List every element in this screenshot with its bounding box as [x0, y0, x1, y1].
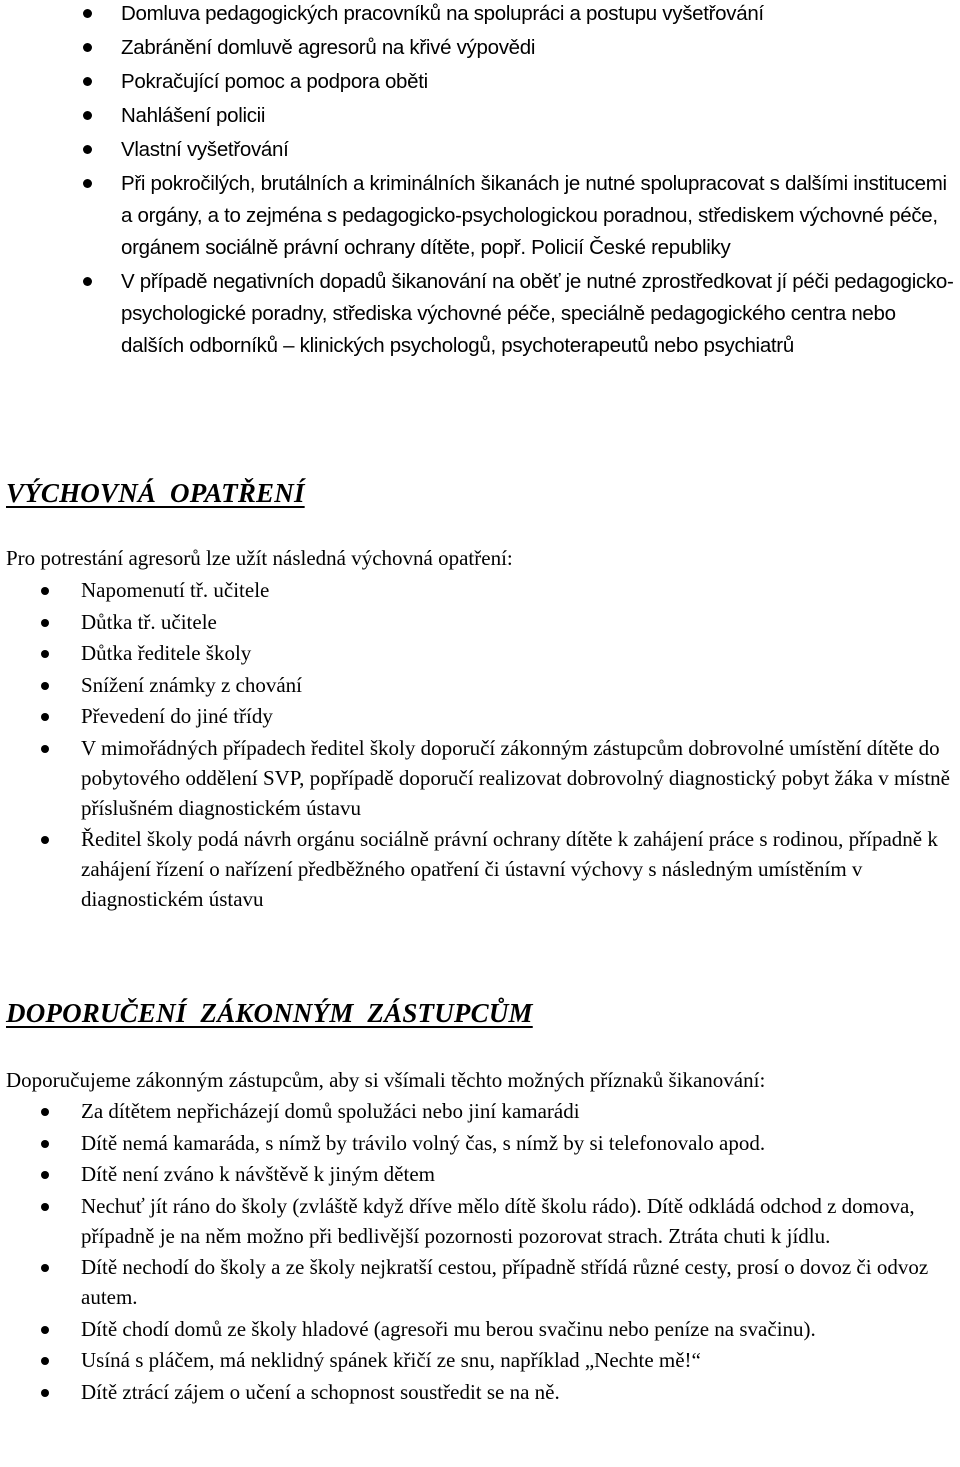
- list-item: [0, 168, 960, 264]
- bullet-icon: [41, 1357, 49, 1365]
- list-item-text: Zabránění domluvě agresorů na křivé výpovědi: [121, 36, 536, 59]
- section-heading-parents-recommendations: DOPORUČENÍ ZÁKONNÝM ZÁSTUPCŮM: [6, 998, 533, 1028]
- list-item-text: Dítě nemá kamaráda, s nímž by trávilo volný čas, s nímž by si telefonovalo apod.: [81, 1130, 766, 1155]
- list-item: [0, 266, 960, 362]
- bullet-icon: [83, 179, 92, 188]
- bullet-icon: [41, 836, 49, 844]
- bullet-icon: [41, 1264, 49, 1272]
- bullet-icon: [41, 619, 49, 627]
- list-item: [0, 66, 960, 98]
- list-item: [0, 670, 960, 700]
- bullet-icon: [83, 145, 92, 154]
- bullet-icon: [41, 1140, 49, 1148]
- list-item-text: Ředitel školy podá návrh orgánu sociálně právní ochrany dítěte k zahájení práce s rodinou, případně k zahájení řízení o nařízení předběžného opatření či ústavní výchovy s následným umístěním v diagnostickém ústavu: [81, 827, 938, 911]
- bullet-icon: [41, 587, 49, 595]
- list-item-text: Dítě chodí domů ze školy hladové (agresoři mu berou svačinu nebo peníze na svačinu).: [81, 1316, 816, 1341]
- list-item: [0, 32, 960, 64]
- list-item: [0, 1191, 960, 1251]
- bullet-icon: [41, 713, 49, 721]
- list-item: [0, 1377, 960, 1407]
- investigation-steps-list: [0, 0, 960, 364]
- section-intro-educational-measures: Pro potrestání agresorů lze užít následná výchovná opatření:: [6, 546, 513, 570]
- list-item-text: Pokračující pomoc a podpora oběti: [121, 70, 428, 93]
- bullet-icon: [83, 43, 92, 52]
- list-item-text: Dítě není zváno k návštěvě k jiným dětem: [81, 1162, 435, 1186]
- list-item-text: Nechuť jít ráno do školy (zvláště když dříve mělo dítě školu rádo). Dítě odkládá odchod z domova, případně je na něm možno při bedlivější pozornosti pozorovat strach. Ztráta chuti k jídlu.: [81, 1193, 915, 1248]
- list-item-text: V případě negativních dopadů šikanování na oběť je nutné zprostředkovat jí péči pedagogicko-psychologické poradny, střediska výchovné péče, speciálně pedagogického centra nebo dalších odborníků – klinických psychologů, psychoterapeutů nebo psychiatrů: [121, 270, 954, 357]
- bullying-signs-list: [0, 1096, 960, 1408]
- bullet-icon: [83, 111, 92, 120]
- list-item: [0, 1252, 960, 1312]
- bullet-icon: [83, 77, 92, 86]
- list-item: [0, 134, 960, 166]
- list-item: [0, 1345, 960, 1375]
- bullet-icon: [41, 1203, 49, 1211]
- list-item: [0, 733, 960, 823]
- list-item-text: Převedení do jiné třídy: [81, 704, 273, 728]
- list-item-text: Při pokročilých, brutálních a kriminálních šikanách je nutné spolupracovat s dalšími institucemi a orgány, a to zejména s pedagogicko-psychologickou poradnou, střediskem výchovné péče, orgánem sociálně právní ochrany dítěte, popř. Policií České republiky: [121, 172, 947, 259]
- list-item: [0, 100, 960, 132]
- list-item: [0, 0, 960, 30]
- section-heading-educational-measures: VÝCHOVNÁ OPATŘENÍ: [6, 478, 305, 508]
- list-item-text: Dítě ztrácí zájem o učení a schopnost soustředit se na ně.: [81, 1379, 560, 1404]
- bullet-icon: [41, 682, 49, 690]
- list-item-text: Usíná s pláčem, má neklidný spánek křičí ze snu, například „Nechte mě!“: [81, 1348, 701, 1372]
- bullet-icon: [41, 650, 49, 658]
- list-item-text: Napomenutí tř. učitele: [81, 578, 270, 602]
- list-item-text: Nahlášení policii: [121, 104, 266, 127]
- bullet-icon: [41, 1108, 49, 1116]
- list-item: [0, 1096, 960, 1126]
- list-item-text: Domluva pedagogických pracovníků na spolupráci a postupu vyšetřování: [121, 2, 764, 25]
- list-item: [0, 1159, 960, 1189]
- list-item: [0, 701, 960, 731]
- list-item-text: Za dítětem nepřicházejí domů spolužáci nebo jiní kamarádi: [81, 1099, 580, 1123]
- bullet-icon: [41, 1171, 49, 1179]
- list-item-text: Snížení známky z chování: [81, 672, 303, 697]
- list-item: [0, 1128, 960, 1158]
- bullet-icon: [41, 745, 49, 753]
- list-item-text: V mimořádných případech ředitel školy doporučí zákonným zástupcům dobrovolné umístění dítěte do pobytového oddělení SVP, popřípadě doporučí realizovat dobrovolný diagnostický pobyt žáka v místně příslušném diagnostickém ústavu: [81, 735, 950, 820]
- list-item: [0, 607, 960, 637]
- bullet-icon: [41, 1326, 49, 1334]
- list-item-text: Dítě nechodí do školy a ze školy nejkratší cestou, případně střídá různé cesty, prosí o dovoz či odvoz autem.: [81, 1255, 929, 1309]
- list-item: [0, 824, 960, 914]
- list-item: [0, 638, 960, 668]
- list-item: [0, 1314, 960, 1344]
- list-item: [0, 575, 960, 605]
- educational-measures-list: [0, 575, 960, 916]
- list-item-text: Důtka ředitele školy: [81, 641, 252, 665]
- section-intro-parents-recommendations: Doporučujeme zákonným zástupcům, aby si všímali těchto možných příznaků šikanování:: [6, 1068, 766, 1092]
- list-item-text: Důtka tř. učitele: [81, 609, 217, 634]
- bullet-icon: [83, 9, 92, 18]
- bullet-icon: [83, 277, 92, 286]
- list-item-text: Vlastní vyšetřování: [121, 138, 289, 161]
- bullet-icon: [41, 1389, 49, 1397]
